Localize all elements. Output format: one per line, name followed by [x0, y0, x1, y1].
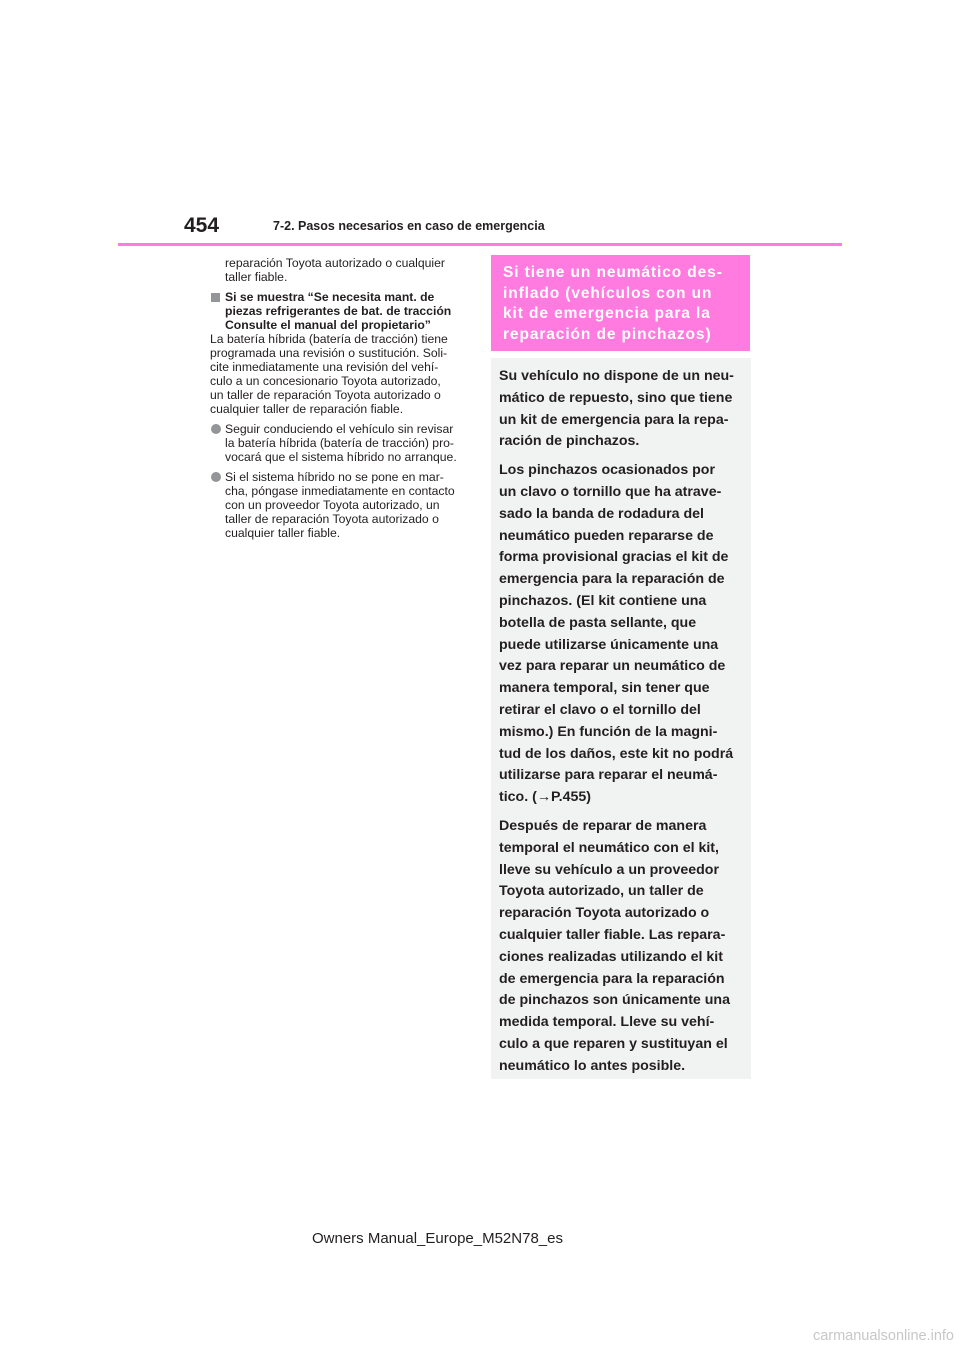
text-line: taller de reparación Toyota autorizado o: [225, 512, 439, 526]
text-line: neumático lo antes posible.: [499, 1057, 686, 1074]
text-line: medida temporal. Lleve su vehí-: [499, 1014, 715, 1031]
header-rule: [118, 243, 842, 246]
text-line: reparación Toyota autorizado o: [499, 905, 710, 922]
summary-panel: [491, 358, 751, 1079]
text-line: culo a que reparen y sustituyan el: [499, 1035, 728, 1052]
text-line: Si se muestra “Se necesita mant. de: [225, 290, 435, 304]
bullet-item: [210, 470, 472, 540]
title-line: kit de emergencia para la: [503, 305, 711, 322]
text-line: Si el sistema híbrido no se pone en mar-: [225, 470, 444, 484]
text-line: manera temporal, sin tener que: [499, 680, 710, 697]
text-line: de pinchazos son únicamente una: [499, 992, 730, 1009]
text-line: temporal el neumático con el kit,: [499, 839, 719, 856]
section-heading: [210, 290, 472, 332]
footer-document-id: Owners Manual_Europe_M52N78_es: [312, 1230, 563, 1247]
text-line: culo a un concesionario Toyota autorizado,: [210, 374, 441, 388]
text-line: cualquier taller fiable.: [225, 526, 341, 540]
text-line: retirar el clavo o el tornillo del: [499, 701, 701, 718]
intro-text: [210, 256, 472, 284]
text-line: La batería híbrida (batería de tracción) tiene: [210, 332, 448, 346]
text-line: cite inmediatamente una revisión del vehí-: [210, 360, 439, 374]
left-column: [210, 256, 472, 540]
text-line: Toyota autorizado, un taller de: [499, 883, 704, 900]
text-line: tud de los daños, este kit no podrá: [499, 745, 734, 762]
text-line: piezas refrigerantes de bat. de tracción: [225, 304, 452, 318]
title-line: reparación de pinchazos): [503, 325, 712, 343]
text-line: Los pinchazos ocasionados por: [499, 462, 715, 479]
page-number: 454: [184, 214, 220, 237]
text-line: sado la banda de rodadura del: [499, 505, 704, 522]
text-line: vocará que el sistema híbrido no arranque.: [225, 450, 457, 464]
text-line: cualquier taller de reparación fiable.: [210, 402, 404, 416]
text-line: emergencia para la reparación de: [499, 571, 725, 588]
text-line: mismo.) En función de la magni-: [499, 723, 718, 740]
text-line: reparación Toyota autorizado o cualquier: [225, 256, 445, 270]
summary-paragraph: [499, 460, 745, 809]
text-line: programada una revisión o sustitución. Soli-: [210, 346, 448, 360]
square-bullet-icon: [211, 293, 220, 302]
summary-paragraph: [499, 366, 745, 453]
text-line: de emergencia para la reparación: [499, 970, 725, 987]
text-line: Consulte el manual del propietario”: [225, 318, 431, 332]
section-title: 7-2. Pasos necesarios en caso de emergencia: [273, 219, 545, 233]
text-line: botella de pasta sellante, que: [499, 614, 697, 631]
text-line: taller fiable.: [225, 270, 288, 284]
text-line: cha, póngase inmediatamente en contacto: [225, 484, 455, 498]
text-line: vez para reparar un neumático de: [499, 658, 726, 675]
text-line: un clavo o tornillo que ha atrave-: [499, 483, 722, 500]
text-line: mático de repuesto, sino que tiene: [499, 389, 733, 406]
text-line: Su vehículo no dispone de un neu-: [499, 368, 734, 384]
text-line: Seguir conduciendo el vehículo sin revisar: [225, 422, 454, 436]
text-line: utilizarse para reparar el neumá-: [499, 767, 718, 784]
text-line: puede utilizarse únicamente una: [499, 636, 719, 653]
text-line: la batería híbrida (batería de tracción) pro-: [225, 436, 454, 450]
body-paragraph: [210, 332, 472, 416]
title-line: Si tiene un neumático des-: [503, 264, 723, 281]
text-line: ciones realizadas utilizando el kit: [499, 948, 723, 965]
text-line: con un proveedor Toyota autorizado, un: [225, 498, 440, 512]
text-line: lleve su vehículo a un proveedor: [499, 861, 719, 878]
text-line: forma provisional gracias el kit de: [499, 549, 729, 566]
text-line: un taller de reparación Toyota autorizado o: [210, 388, 441, 402]
summary-paragraph: [499, 816, 745, 1078]
page-reference-link[interactable]: tico. (→P.455): [499, 789, 591, 806]
text-line: pinchazos. (El kit contiene una: [499, 592, 707, 609]
text-line: neumático pueden repararse de: [499, 527, 714, 544]
circle-bullet-icon: [211, 472, 221, 482]
watermark: carmanualsonline.info: [812, 1328, 954, 1344]
text-line: Después de reparar de manera: [499, 817, 707, 834]
title-line: inflado (vehículos con un: [503, 284, 713, 302]
text-line: un kit de emergencia para la repa-: [499, 411, 729, 428]
circle-bullet-icon: [211, 424, 221, 434]
text-line: ración de pinchazos.: [499, 433, 640, 450]
bullet-item: [210, 422, 472, 464]
text-line: cualquier taller fiable. Las repara-: [499, 926, 726, 943]
section-title-box: [491, 255, 750, 351]
